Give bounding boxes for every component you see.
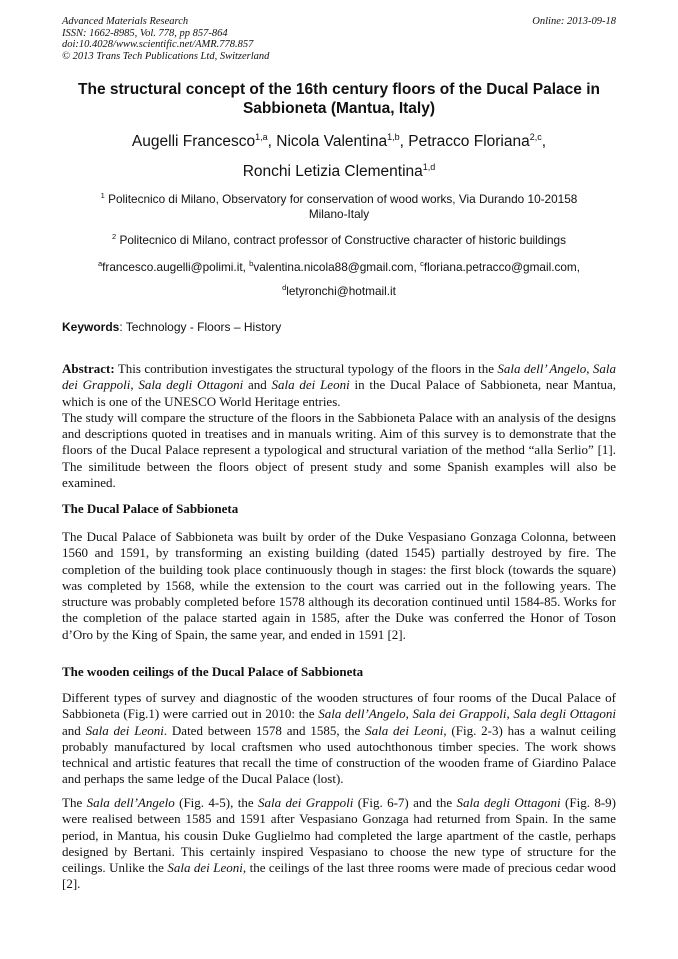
affiliation-1-num: 1 — [100, 191, 105, 200]
room-name: Sala dell’Angelo — [86, 795, 175, 810]
email-b-sup: b — [249, 259, 254, 268]
author-2-sup: 1,b — [387, 132, 400, 142]
email-b: valentina.nicola88@gmail.com, — [253, 259, 421, 274]
journal-header — [62, 16, 269, 62]
room-name: Sala dei Grappoli, Sala degli Ottagoni — [62, 361, 616, 393]
keywords — [62, 320, 281, 334]
body-text: Different types of survey and diagnostic of the wooden structures of four rooms of the Ducal Palace of Sabbioneta (Fig.1) were carried out in 2010: the — [62, 690, 616, 722]
affiliation-1-line-2: Milano-Italy — [308, 206, 370, 221]
author-4: Ronchi Letizia Clementina — [242, 163, 423, 181]
title-line-2: Sabbioneta (Mantua, Italy) — [242, 100, 436, 117]
emails-line-2 — [62, 280, 616, 299]
abstract-text: , — [586, 361, 593, 376]
title-line-1: The structural concept of the 16th century floors of the Ducal Palace in — [78, 81, 600, 98]
keywords-text: : Technology - Floors – History — [119, 320, 282, 334]
body-text: (Fig. 8-9) were realised between 1585 and 1591 after Vespasiano Gonzaga had returned from Spain. In the same period, in Mantua, his cousin Duke Guglielmo had completed the large apartment of the castle, perhaps designed by Bertani. This certainly inspired Vespasiano to choose the new type of structure for the ceilings. Unlike the — [62, 795, 616, 876]
email-c-sup: c — [420, 259, 424, 268]
body-text: The — [62, 795, 87, 810]
section-heading-1: The Ducal Palace of Sabbioneta — [62, 501, 239, 516]
emails-line-1 — [62, 256, 616, 275]
abstract-text: in the Ducal Palace of Sabbioneta, near Mantua, which is one of the UNESCO World Heritage entries. — [62, 377, 616, 409]
issn: ISSN: 1662-8985, Vol. 778, pp 857-864 — [62, 27, 228, 39]
section-heading-2: The wooden ceilings of the Ducal Palace of Sabbioneta — [62, 664, 364, 679]
email-a-sup: a — [97, 259, 103, 268]
author-2: , Nicola Valentina — [267, 133, 388, 151]
room-name: Sala dei Grappoli — [257, 795, 354, 810]
authors-line-1 — [62, 127, 616, 152]
room-name: Sala dell’Angelo, Sala dei Grappoli, Sala degli Ottagoni — [318, 706, 616, 722]
author-3: , Petracco Floriana — [399, 133, 530, 151]
email-d-sup: d — [282, 283, 287, 292]
body-text: (Fig. 4-5), the — [174, 795, 258, 810]
journal-name: Advanced Materials Research — [62, 16, 189, 27]
room-name: Sala dei Leoni — [85, 722, 164, 738]
abstract-label: Abstract: — [62, 361, 115, 376]
abstract-text: This contribution investigates the structural typology of the floors in the — [114, 361, 498, 376]
email-a: francesco.augelli@polimi.it, — [102, 259, 250, 274]
room-name: Sala dell’ Angelo — [497, 361, 587, 376]
room-name: Sala dei Leoni — [271, 377, 350, 393]
section-2-paragraph-2 — [62, 795, 616, 893]
abstract-text: and — [243, 377, 272, 393]
room-name: Sala dei Leoni — [167, 860, 243, 876]
room-name: Sala degli Ottagoni — [456, 795, 561, 810]
author-4-sup: 1,d — [422, 162, 436, 172]
authors-line-2 — [62, 157, 616, 182]
abstract — [62, 361, 616, 491]
section-1-body — [62, 529, 616, 643]
paper-title — [62, 80, 616, 118]
copyright: © 2013 Trans Tech Publications Ltd, Switzerland — [62, 50, 270, 62]
body-text: , (Fig. 2-3) has a walnut ceiling probably manufactured by local craftsmen who used autochthonous timber species. The work shows technical and artistic features that recall the time of construction of the wooden frame of Giardino Palace and perhaps the same ledge of the Ducal Palace (lost). — [62, 722, 616, 787]
abstract-paragraph-1 — [62, 361, 616, 410]
author-1: Augelli Francesco — [131, 133, 256, 151]
affiliation-1 — [62, 188, 616, 222]
author-3-end: , — [541, 133, 547, 151]
body-text: . Dated between 1578 and 1585, the — [163, 722, 366, 738]
affiliation-1-line-1: Politecnico di Milano, Observatory for conservation of wood works, Via Durando 10-20158 — [104, 191, 578, 206]
body-text: , the ceilings of the last three rooms were made of precious cedar wood [2]. — [62, 860, 616, 892]
affiliation-2-num: 2 — [112, 232, 117, 241]
body-text: (Fig. 6-7) and the — [353, 795, 457, 810]
affiliation-2-text: Politecnico di Milano, contract professor of Constructive character of historic buildings — [116, 232, 566, 247]
author-1-sup: 1,a — [255, 132, 268, 142]
doi: doi:10.4028/www.scientific.net/AMR.778.857 — [62, 39, 254, 50]
body-text: and — [62, 722, 86, 738]
affiliation-2 — [62, 229, 616, 248]
online-date: Online: 2013-09-18 — [532, 16, 616, 27]
room-name: Sala dei Leoni — [365, 722, 444, 738]
email-d: letyronchi@hotmail.it — [286, 283, 396, 298]
abstract-paragraph-2: The study will compare the structure of the floors in the Sabbioneta Palace with an analysis of the designs and descriptions quoted in treatises and in manuals writing. Aim of this survey is to demonstrate that the floors of the Ducal Palace represent a typological and structural variation of the method “alla Serlio” [1]. The similitude between the floors object of present study and some Spanish examples will also be examined. — [62, 409, 616, 491]
section-2-paragraph-1 — [62, 690, 616, 788]
keywords-label: Keywords — [62, 320, 120, 334]
section-1-paragraph: The Ducal Palace of Sabbioneta was built by order of the Duke Vespasiano Gonzaga Colonna, between 1560 and 1591, by transforming an existing building (dated 1545) partially destroyed by fire. The completion of the building took place continuously though in stages: the first block (towards the square) was completed by 1568, while the extension to the court was carried out in the following years. The structure was probably completed before 1578 although its decoration continued until 1584-85. Works for the completion of the palace started again in 1585, after the Duke was conferred the Honor of Toson d’Oro by the King of Spain, the same year, and ended in 1591 [2]. — [62, 529, 616, 642]
author-3-sup: 2,c — [529, 132, 542, 142]
email-c: floriana.petracco@gmail.com, — [423, 259, 581, 274]
